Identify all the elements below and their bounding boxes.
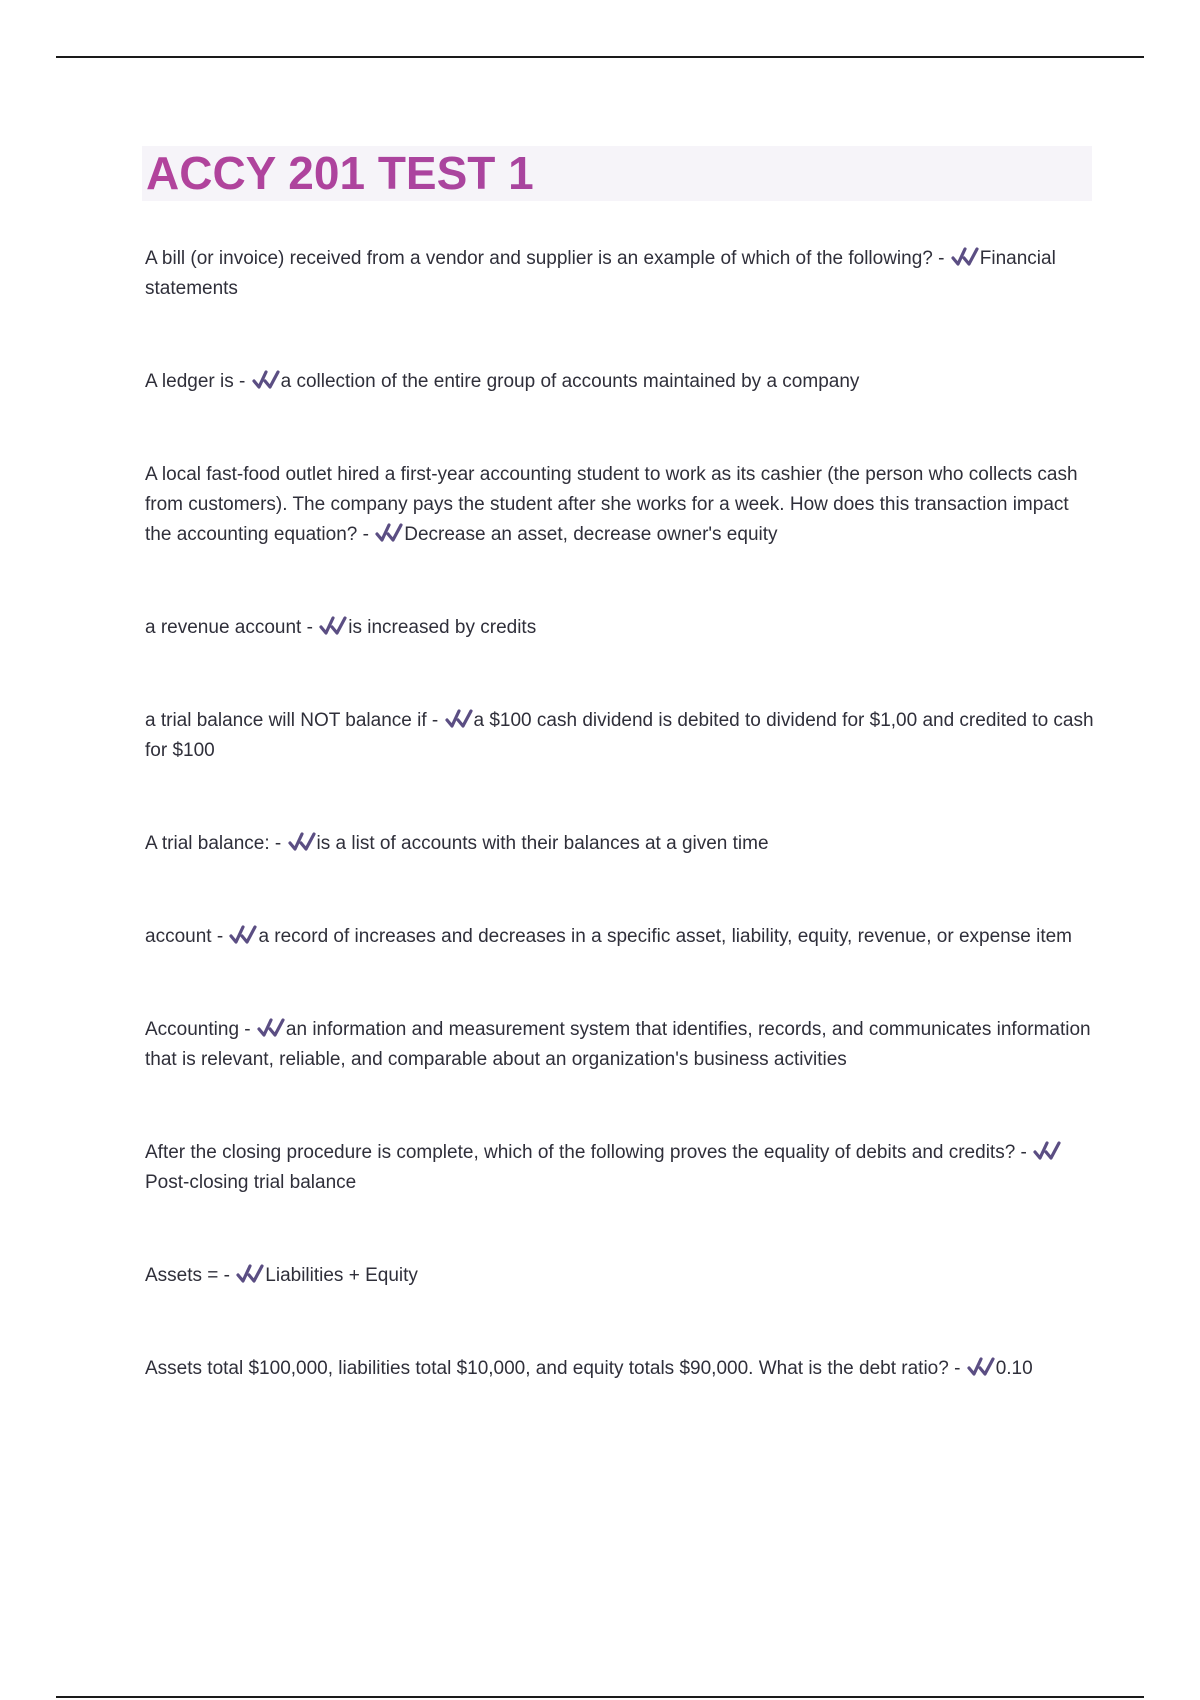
check-mark-icon (257, 1017, 285, 1039)
top-rule (56, 56, 1144, 58)
qa-item (145, 706, 1095, 766)
qa-item (145, 829, 1095, 859)
qa-list (145, 244, 1095, 1384)
question-text: A trial balance: - (145, 833, 282, 854)
bottom-rule (56, 1696, 1144, 1698)
qa-item (145, 613, 1095, 643)
qa-item (145, 1015, 1095, 1075)
check-mark-icon (375, 522, 403, 544)
answer-text: is a list of accounts with their balances at a given time (316, 833, 769, 854)
check-mark-icon (229, 924, 257, 946)
question-text: A local fast-food outlet hired a first-year accounting student to work as its cashier (the person who collects cash from customers). The company pays the student after she works for a week. How does this transaction impact the accounting equation? - (145, 464, 1078, 545)
check-mark-icon (967, 1356, 995, 1378)
question-text: After the closing procedure is complete, which of the following proves the equality of debits and credits? - (145, 1142, 1027, 1163)
answer-text: an information and measurement system that identifies, records, and communicates information that is relevant, reliable, and comparable about an organization's business activities (145, 1019, 1091, 1070)
check-mark-icon (319, 615, 347, 637)
qa-item (145, 244, 1095, 304)
qa-item (145, 367, 1095, 397)
title-banner (142, 146, 1092, 201)
page-title: ACCY 201 TEST 1 (146, 146, 1092, 201)
question-text: account - (145, 926, 224, 947)
question-text: a revenue account - (145, 617, 313, 638)
answer-text: 0.10 (995, 1358, 1033, 1379)
qa-item (145, 1354, 1095, 1384)
question-text: a trial balance will NOT balance if - (145, 710, 439, 731)
answer-text: a collection of the entire group of accounts maintained by a company (280, 371, 860, 392)
check-mark-icon (288, 831, 316, 853)
question-text: A ledger is - (145, 371, 246, 392)
answer-text: a $100 cash dividend is debited to dividend for $1,00 and credited to cash for $100 (145, 710, 1094, 761)
qa-item (145, 1138, 1095, 1198)
answer-text: Financial statements (145, 248, 1056, 299)
answer-text: Liabilities + Equity (265, 1265, 418, 1286)
question-text: Assets total $100,000, liabilities total $10,000, and equity totals $90,000. What is the debt ratio? - (145, 1358, 961, 1379)
question-text: A bill (or invoice) received from a vendor and supplier is an example of which of the following? - (145, 248, 945, 269)
answer-text: a record of increases and decreases in a specific asset, liability, equity, revenue, or expense item (258, 926, 1072, 947)
qa-item (145, 460, 1095, 550)
check-mark-icon (252, 369, 280, 391)
answer-text: Post-closing trial balance (145, 1172, 357, 1193)
check-mark-icon (1033, 1140, 1061, 1162)
check-mark-icon (951, 246, 979, 268)
check-mark-icon (445, 708, 473, 730)
qa-item (145, 922, 1095, 952)
answer-text: Decrease an asset, decrease owner's equity (404, 524, 778, 545)
check-mark-icon (236, 1263, 264, 1285)
question-text: Accounting - (145, 1019, 251, 1040)
answer-text: is increased by credits (348, 617, 537, 638)
question-text: Assets = - (145, 1265, 230, 1286)
qa-item (145, 1261, 1095, 1291)
